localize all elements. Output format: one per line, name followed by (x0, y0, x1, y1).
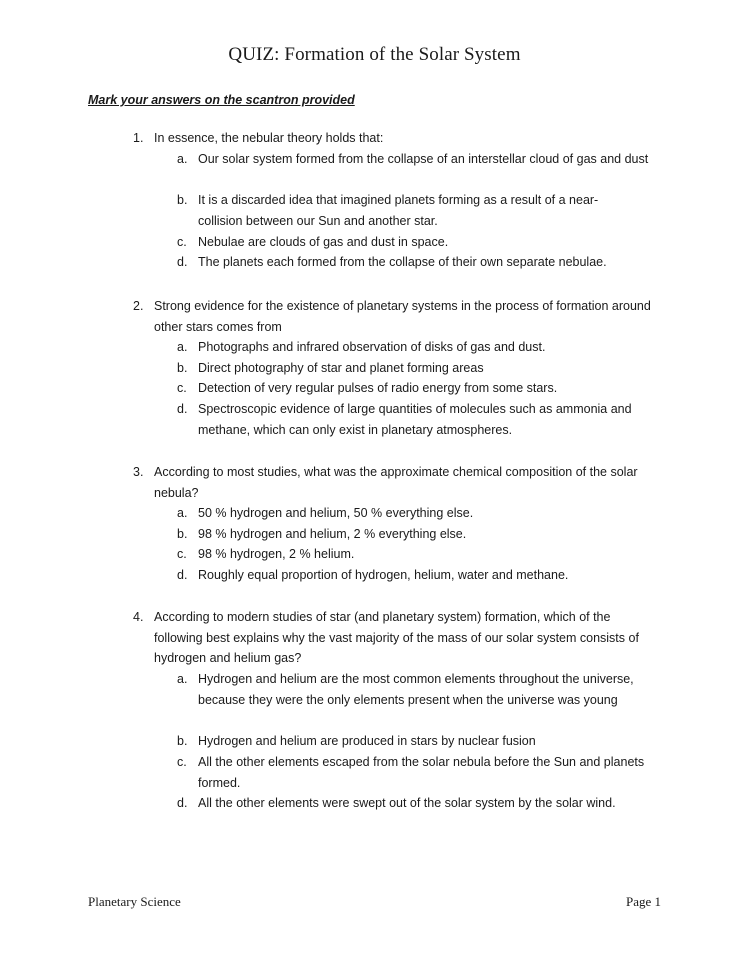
question-number: 1. (133, 131, 144, 145)
option-letter: d. (177, 568, 188, 582)
option-text: Spectroscopic evidence of large quantities of molecules such as ammonia and methane, which can only exist in planetary atmospheres. (198, 402, 632, 437)
question-text: Strong evidence for the existence of planetary systems in the process of formation around other stars comes from (154, 299, 651, 334)
option-letter: c. (177, 547, 187, 561)
option-text: Our solar system formed from the collapse of an interstellar cloud of gas and dust (198, 152, 649, 166)
option-letter: b. (177, 361, 188, 375)
question-text: In essence, the nebular theory holds that: (154, 131, 384, 145)
quiz-title: QUIZ: Formation of the Solar System (228, 44, 521, 65)
option-text: 98 % hydrogen and helium, 2 % everything else. (198, 527, 467, 541)
footer-course: Planetary Science (88, 894, 181, 909)
option-letter: d. (177, 255, 188, 269)
option-text: Photographs and infrared observation of disks of gas and dust. (198, 340, 546, 354)
option-text: 50 % hydrogen and helium, 50 % everything else. (198, 506, 474, 520)
question-number: 4. (133, 610, 144, 624)
option-text: Nebulae are clouds of gas and dust in space. (198, 235, 449, 249)
option-letter: d. (177, 796, 188, 810)
option-text: Hydrogen and helium are the most common elements throughout the universe, because they were the only elements present when the universe was young (198, 672, 634, 707)
option-letter: c. (177, 381, 187, 395)
option-text: 98 % hydrogen, 2 % helium. (198, 547, 355, 561)
option-letter: b. (177, 527, 188, 541)
option-letter: a. (177, 340, 188, 354)
question-number: 3. (133, 465, 144, 479)
instructions: Mark your answers on the scantron provided (88, 93, 355, 107)
option-text: It is a discarded idea that imagined planets forming as a result of a near-collision between our Sun and another star. (198, 193, 599, 228)
option-text: Direct photography of star and planet forming areas (198, 361, 484, 375)
option-letter: d. (177, 402, 188, 416)
option-letter: c. (177, 235, 187, 249)
option-letter: c. (177, 755, 187, 769)
option-text: All the other elements were swept out of the solar system by the solar wind. (198, 796, 616, 810)
footer-page-number: Page 1 (625, 894, 661, 909)
question-text: According to modern studies of star (and planetary system) formation, which of the following best explains why the vast majority of the mass of our solar system consists of hydrogen and helium gas? (154, 610, 639, 666)
option-text: Roughly equal proportion of hydrogen, helium, water and methane. (198, 568, 569, 582)
option-text: Detection of very regular pulses of radio energy from some stars. (198, 381, 558, 395)
option-letter: b. (177, 193, 188, 207)
option-letter: a. (177, 152, 188, 166)
option-letter: b. (177, 734, 188, 748)
question-number: 2. (133, 299, 144, 313)
option-letter: a. (177, 506, 188, 520)
question-text: According to most studies, what was the approximate chemical composition of the solar nebula? (154, 465, 638, 500)
option-letter: a. (177, 672, 188, 686)
option-text: The planets each formed from the collapse of their own separate nebulae. (198, 255, 607, 269)
option-text: All the other elements escaped from the solar nebula before the Sun and planets formed. (198, 755, 645, 790)
option-text: Hydrogen and helium are produced in stars by nuclear fusion (198, 734, 536, 748)
